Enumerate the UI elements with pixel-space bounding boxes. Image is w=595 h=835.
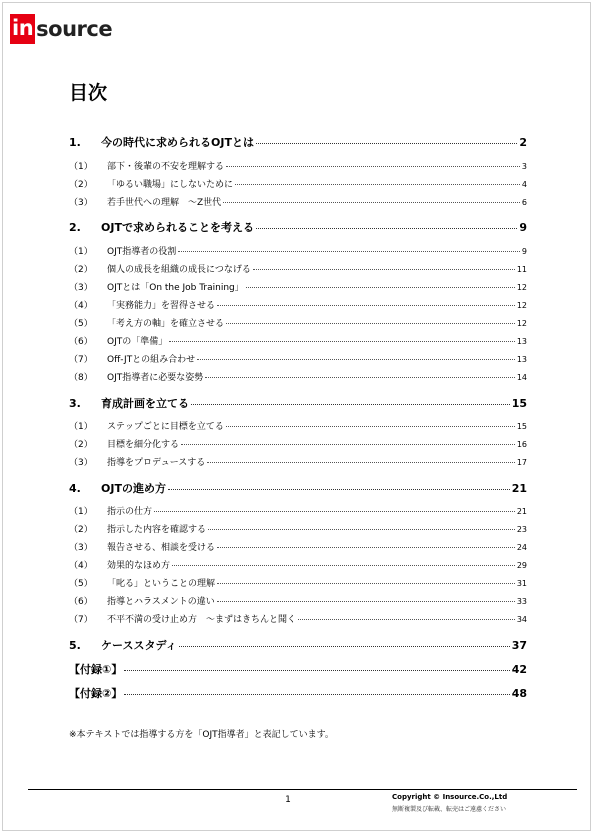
toc-entry-number: （2）: [69, 525, 93, 535]
toc-entry-page: 24: [516, 543, 527, 552]
logo-text: source: [36, 16, 113, 41]
toc-entry-page: 29: [516, 561, 527, 570]
toc-entry-page: 16: [516, 440, 527, 449]
toc-entry[interactable]: [69, 244, 527, 257]
toc-entry-page: 9: [521, 247, 527, 256]
toc-leader-dots: [256, 143, 517, 144]
toc-entry[interactable]: [69, 352, 527, 365]
toc-entry[interactable]: [69, 316, 527, 329]
page-border: [2, 2, 591, 831]
toc-leader-dots: [235, 184, 520, 185]
toc-entry-number: （2）: [69, 265, 93, 275]
toc-leader-dots: [124, 670, 509, 671]
toc-entry-label: 「叱る」ということの理解: [107, 579, 216, 589]
toc-entry[interactable]: [69, 437, 527, 450]
toc-entry[interactable]: [69, 334, 527, 347]
toc-entry[interactable]: [69, 419, 527, 432]
toc-entry-label: 指導をプロデュースする: [107, 458, 206, 468]
toc-entry[interactable]: [69, 298, 527, 311]
toc-entry[interactable]: [69, 558, 527, 571]
toc-leader-dots: [197, 359, 515, 360]
toc-entry-number: （5）: [69, 319, 93, 329]
toc-entry-page: 42: [511, 663, 527, 676]
toc-entry-page: 12: [516, 283, 527, 292]
toc-entry[interactable]: [69, 395, 527, 411]
toc-entry-label: ケーススタディ: [101, 639, 177, 652]
logo-highlight: in: [10, 14, 35, 44]
toc-entry-page: 13: [516, 337, 527, 346]
page-title: 目次: [69, 82, 108, 104]
toc-entry-page: 11: [516, 265, 527, 274]
toc-leader-dots: [226, 166, 520, 167]
toc-entry-number: 3.: [69, 397, 81, 410]
toc-entry-number: （2）: [69, 180, 93, 190]
toc-entry-page: 34: [516, 615, 527, 624]
toc-entry[interactable]: [69, 219, 527, 235]
toc-entry[interactable]: [69, 661, 527, 677]
toc-entry[interactable]: [69, 159, 527, 172]
toc-entry-label: 若手世代への理解 ～Z世代: [107, 198, 222, 208]
toc-entry-label: 指示した内容を確認する: [107, 525, 207, 535]
toc-entry-page: 14: [516, 373, 527, 382]
toc-leader-dots: [181, 444, 515, 445]
toc-leader-dots: [124, 694, 509, 695]
toc-entry-page: 6: [521, 198, 527, 207]
toc-entry-page: 15: [516, 422, 527, 431]
toc-entry-label: OJTで求められることを考える: [101, 221, 254, 234]
toc-entry[interactable]: [69, 637, 527, 653]
toc-entry[interactable]: [69, 177, 527, 190]
toc-leader-dots: [217, 583, 515, 584]
toc-leader-dots: [298, 619, 515, 620]
toc-entry-page: 23: [516, 525, 527, 534]
toc-entry[interactable]: [69, 195, 527, 208]
toc-entry[interactable]: [69, 455, 527, 468]
toc-entry-page: 12: [516, 319, 527, 328]
toc-leader-dots: [179, 646, 510, 647]
toc-entry[interactable]: [69, 594, 527, 607]
toc-leader-dots: [208, 529, 515, 530]
toc-entry[interactable]: [69, 134, 527, 150]
toc-leader-dots: [178, 251, 520, 252]
toc-entry-number: （5）: [69, 579, 93, 589]
toc-entry[interactable]: [69, 504, 527, 517]
toc-leader-dots: [168, 489, 510, 490]
toc-leader-dots: [205, 377, 515, 378]
toc-entry[interactable]: [69, 522, 527, 535]
toc-entry-number: （1）: [69, 162, 93, 172]
toc-entry-label: OJTの進め方: [101, 482, 166, 495]
toc-entry-label: ステップごとに目標を立てる: [107, 422, 224, 432]
toc-entry-label: 【付録②】: [69, 687, 123, 700]
toc-entry-number: （3）: [69, 283, 93, 293]
toc-entry-page: 48: [511, 687, 527, 700]
toc-entry-page: 9: [519, 221, 527, 234]
toc-entry-label: 個人の成長を組織の成長につなげる: [107, 265, 251, 275]
toc-entry[interactable]: [69, 576, 527, 589]
toc-entry-label: 指示の仕方: [107, 507, 153, 517]
toc-entry-label: 効果的なほめ方: [107, 561, 171, 571]
toc-entry-number: （7）: [69, 615, 93, 625]
footer-divider: [28, 789, 577, 790]
toc-leader-dots: [207, 462, 515, 463]
toc-leader-dots: [169, 341, 515, 342]
toc-entry-label: OJT指導者に必要な姿勢: [107, 373, 204, 383]
toc-entry-number: （3）: [69, 458, 93, 468]
toc-leader-dots: [246, 287, 515, 288]
toc-entry[interactable]: [69, 612, 527, 625]
toc-entry-label: 「考え方の軸」を確立させる: [107, 319, 225, 329]
toc-leader-dots: [226, 323, 515, 324]
toc-leader-dots: [217, 305, 515, 306]
toc-entry-page: 4: [521, 180, 527, 189]
toc-entry-number: （4）: [69, 561, 93, 571]
toc-entry-label: 「実務能力」を習得させる: [107, 301, 216, 311]
toc-leader-dots: [226, 426, 515, 427]
toc-entry[interactable]: [69, 480, 527, 496]
page-number: 1: [285, 795, 291, 805]
toc-entry-label: 今の時代に求められるOJTとは: [101, 136, 254, 149]
toc-entry-label: OJTの「準備」: [107, 337, 168, 347]
toc-entry-number: （8）: [69, 373, 93, 383]
toc-entry-number: （1）: [69, 507, 93, 517]
toc-entry-page: 13: [516, 355, 527, 364]
toc-entry-label: OJTとは「On the Job Training」: [107, 283, 244, 293]
toc-entry-number: （6）: [69, 337, 93, 347]
toc-leader-dots: [217, 601, 515, 602]
toc-entry-number: 4.: [69, 482, 81, 495]
toc-entry[interactable]: [69, 540, 527, 553]
copyright-note: 無断複製及び転載、転売はご遠慮ください: [392, 806, 507, 813]
toc-entry-page: 21: [516, 507, 527, 516]
copyright-text: Copyright © Insource.Co.,Ltd: [392, 793, 508, 801]
toc-entry-number: （1）: [69, 247, 93, 257]
toc-entry-page: 3: [521, 162, 527, 171]
toc-leader-dots: [172, 565, 515, 566]
toc-entry-number: 1.: [69, 136, 81, 149]
toc-entry[interactable]: [69, 280, 527, 293]
toc-entry[interactable]: [69, 370, 527, 383]
toc-entry-page: 31: [516, 579, 527, 588]
toc-leader-dots: [253, 269, 515, 270]
toc-entry-label: 目標を細分化する: [107, 440, 180, 450]
toc-leader-dots: [217, 547, 515, 548]
toc-entry-number: （4）: [69, 301, 93, 311]
toc-entry-label: 不平不満の受け止め方 ～まずはきちんと聞く: [107, 615, 297, 625]
toc-entry-label: 【付録①】: [69, 663, 123, 676]
toc-entry-label: 部下・後輩の不安を理解する: [107, 162, 225, 172]
toc-entry-page: 33: [516, 597, 527, 606]
toc-entry-page: 37: [511, 639, 527, 652]
toc-entry-number: （7）: [69, 355, 93, 365]
toc-entry-number: （1）: [69, 422, 93, 432]
toc-entry[interactable]: [69, 685, 527, 701]
toc-entry-number: 5.: [69, 639, 81, 652]
footnote: ※本テキストでは指導する方を「OJT指導者」と表記しています。: [69, 730, 334, 740]
toc-entry-number: 2.: [69, 221, 81, 234]
toc-leader-dots: [191, 404, 510, 405]
toc-entry-label: 育成計画を立てる: [101, 397, 189, 410]
toc-entry-label: 指導とハラスメントの違い: [107, 597, 215, 607]
toc-entry-number: （3）: [69, 543, 93, 553]
toc-entry-number: （3）: [69, 198, 93, 208]
toc-entry-label: 「ゆるい職場」にしないために: [107, 180, 234, 190]
toc-leader-dots: [256, 228, 517, 229]
toc-entry-page: 17: [516, 458, 527, 467]
toc-entry-page: 15: [511, 397, 527, 410]
toc-entry-label: OJT指導者の役割: [107, 247, 177, 257]
toc-entry-label: Off-JTとの組み合わせ: [107, 355, 196, 365]
toc-entry-page: 2: [519, 136, 527, 149]
toc-leader-dots: [154, 511, 515, 512]
toc-entry-page: 12: [516, 301, 527, 310]
insource-logo: [10, 14, 112, 44]
toc-entry-label: 報告させる、相談を受ける: [107, 543, 216, 553]
toc-entry-number: （2）: [69, 440, 93, 450]
toc-leader-dots: [223, 202, 520, 203]
toc-entry-number: （6）: [69, 597, 93, 607]
toc-entry[interactable]: [69, 262, 527, 275]
toc-entry-page: 21: [511, 482, 527, 495]
